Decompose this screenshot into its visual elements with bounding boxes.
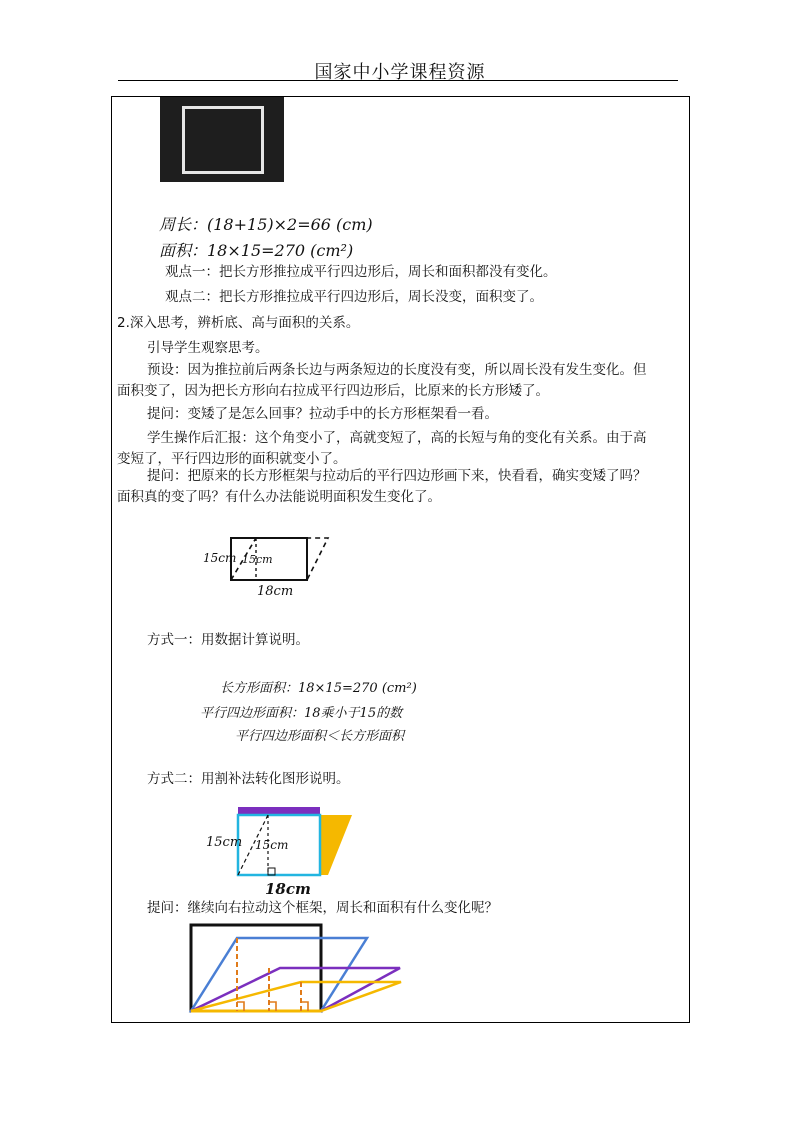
ask1-text: 提问：变矮了是怎么回事？拉动手中的长方形框架看一看。: [147, 406, 498, 422]
sketch-progressive-parallelograms: [185, 922, 415, 1018]
perimeter-calc: 周长：(18+15)×2=66 (cm): [159, 215, 373, 234]
report-line2: 变短了，平行四边形的面积就变小了。: [117, 451, 347, 467]
method1-text: 方式一：用数据计算说明。: [147, 632, 309, 648]
sketch1-height-label: 15cm: [242, 553, 273, 566]
method1-line2: 平行四边形面积：18乘小于15的数: [200, 706, 403, 721]
ask2-line1: 提问：把原来的长方形框架与拉动后的平行四边形画下来，快看看，确实变矮了吗？: [147, 468, 647, 484]
method1-line3: 平行四边形面积＜长方形面积: [235, 729, 405, 744]
sketch2-base-label: 18cm: [265, 880, 311, 898]
ask3-text: 提问：继续向右拉动这个框架，周长和面积有什么变化呢？: [147, 900, 498, 916]
wood-frame-outline: [182, 106, 264, 174]
header-rule: [118, 80, 678, 81]
preset-line1: 预设：因为推拉前后两条长边与两条短边的长度没有变，所以周长没有发生变化。但: [147, 362, 647, 378]
method2-text: 方式二：用割补法转化图形说明。: [147, 771, 350, 787]
area-calc: 面积：18×15=270 (cm²): [159, 241, 354, 260]
calc-note: [145, 208, 373, 263]
view1-text: 观点一：把长方形推拉成平行四边形后，周长和面积都没有变化。: [165, 264, 557, 280]
method1-line1: 长方形面积：18×15=270 (cm²): [220, 681, 417, 696]
guide-text: 引导学生观察思考。: [147, 340, 269, 356]
section2-heading: 2.深入思考，辨析底、高与面积的关系。: [117, 315, 360, 331]
frame-photo: [160, 97, 284, 182]
sketch1-side-label: 15cm: [203, 551, 237, 565]
preset-line2: 面积变了，因为把长方形向右拉成平行四边形后，比原来的长方形矮了。: [117, 383, 549, 399]
ask2-line2: 面积真的变了吗？有什么办法能说明面积发生变化了。: [117, 489, 441, 505]
sketch2-height-label: 15cm: [255, 838, 289, 852]
sketch2-side-label: 15cm: [206, 835, 243, 850]
page-header: 国家中小学课程资源: [314, 62, 486, 83]
view2-text: 观点二：把长方形推拉成平行四边形后，周长没变，面积变了。: [165, 289, 543, 305]
report-line1: 学生操作后汇报：这个角变小了，高就变短了，高的长短与角的变化有关系。由于高: [147, 430, 647, 446]
sketch1-base-label: 18cm: [257, 584, 294, 599]
